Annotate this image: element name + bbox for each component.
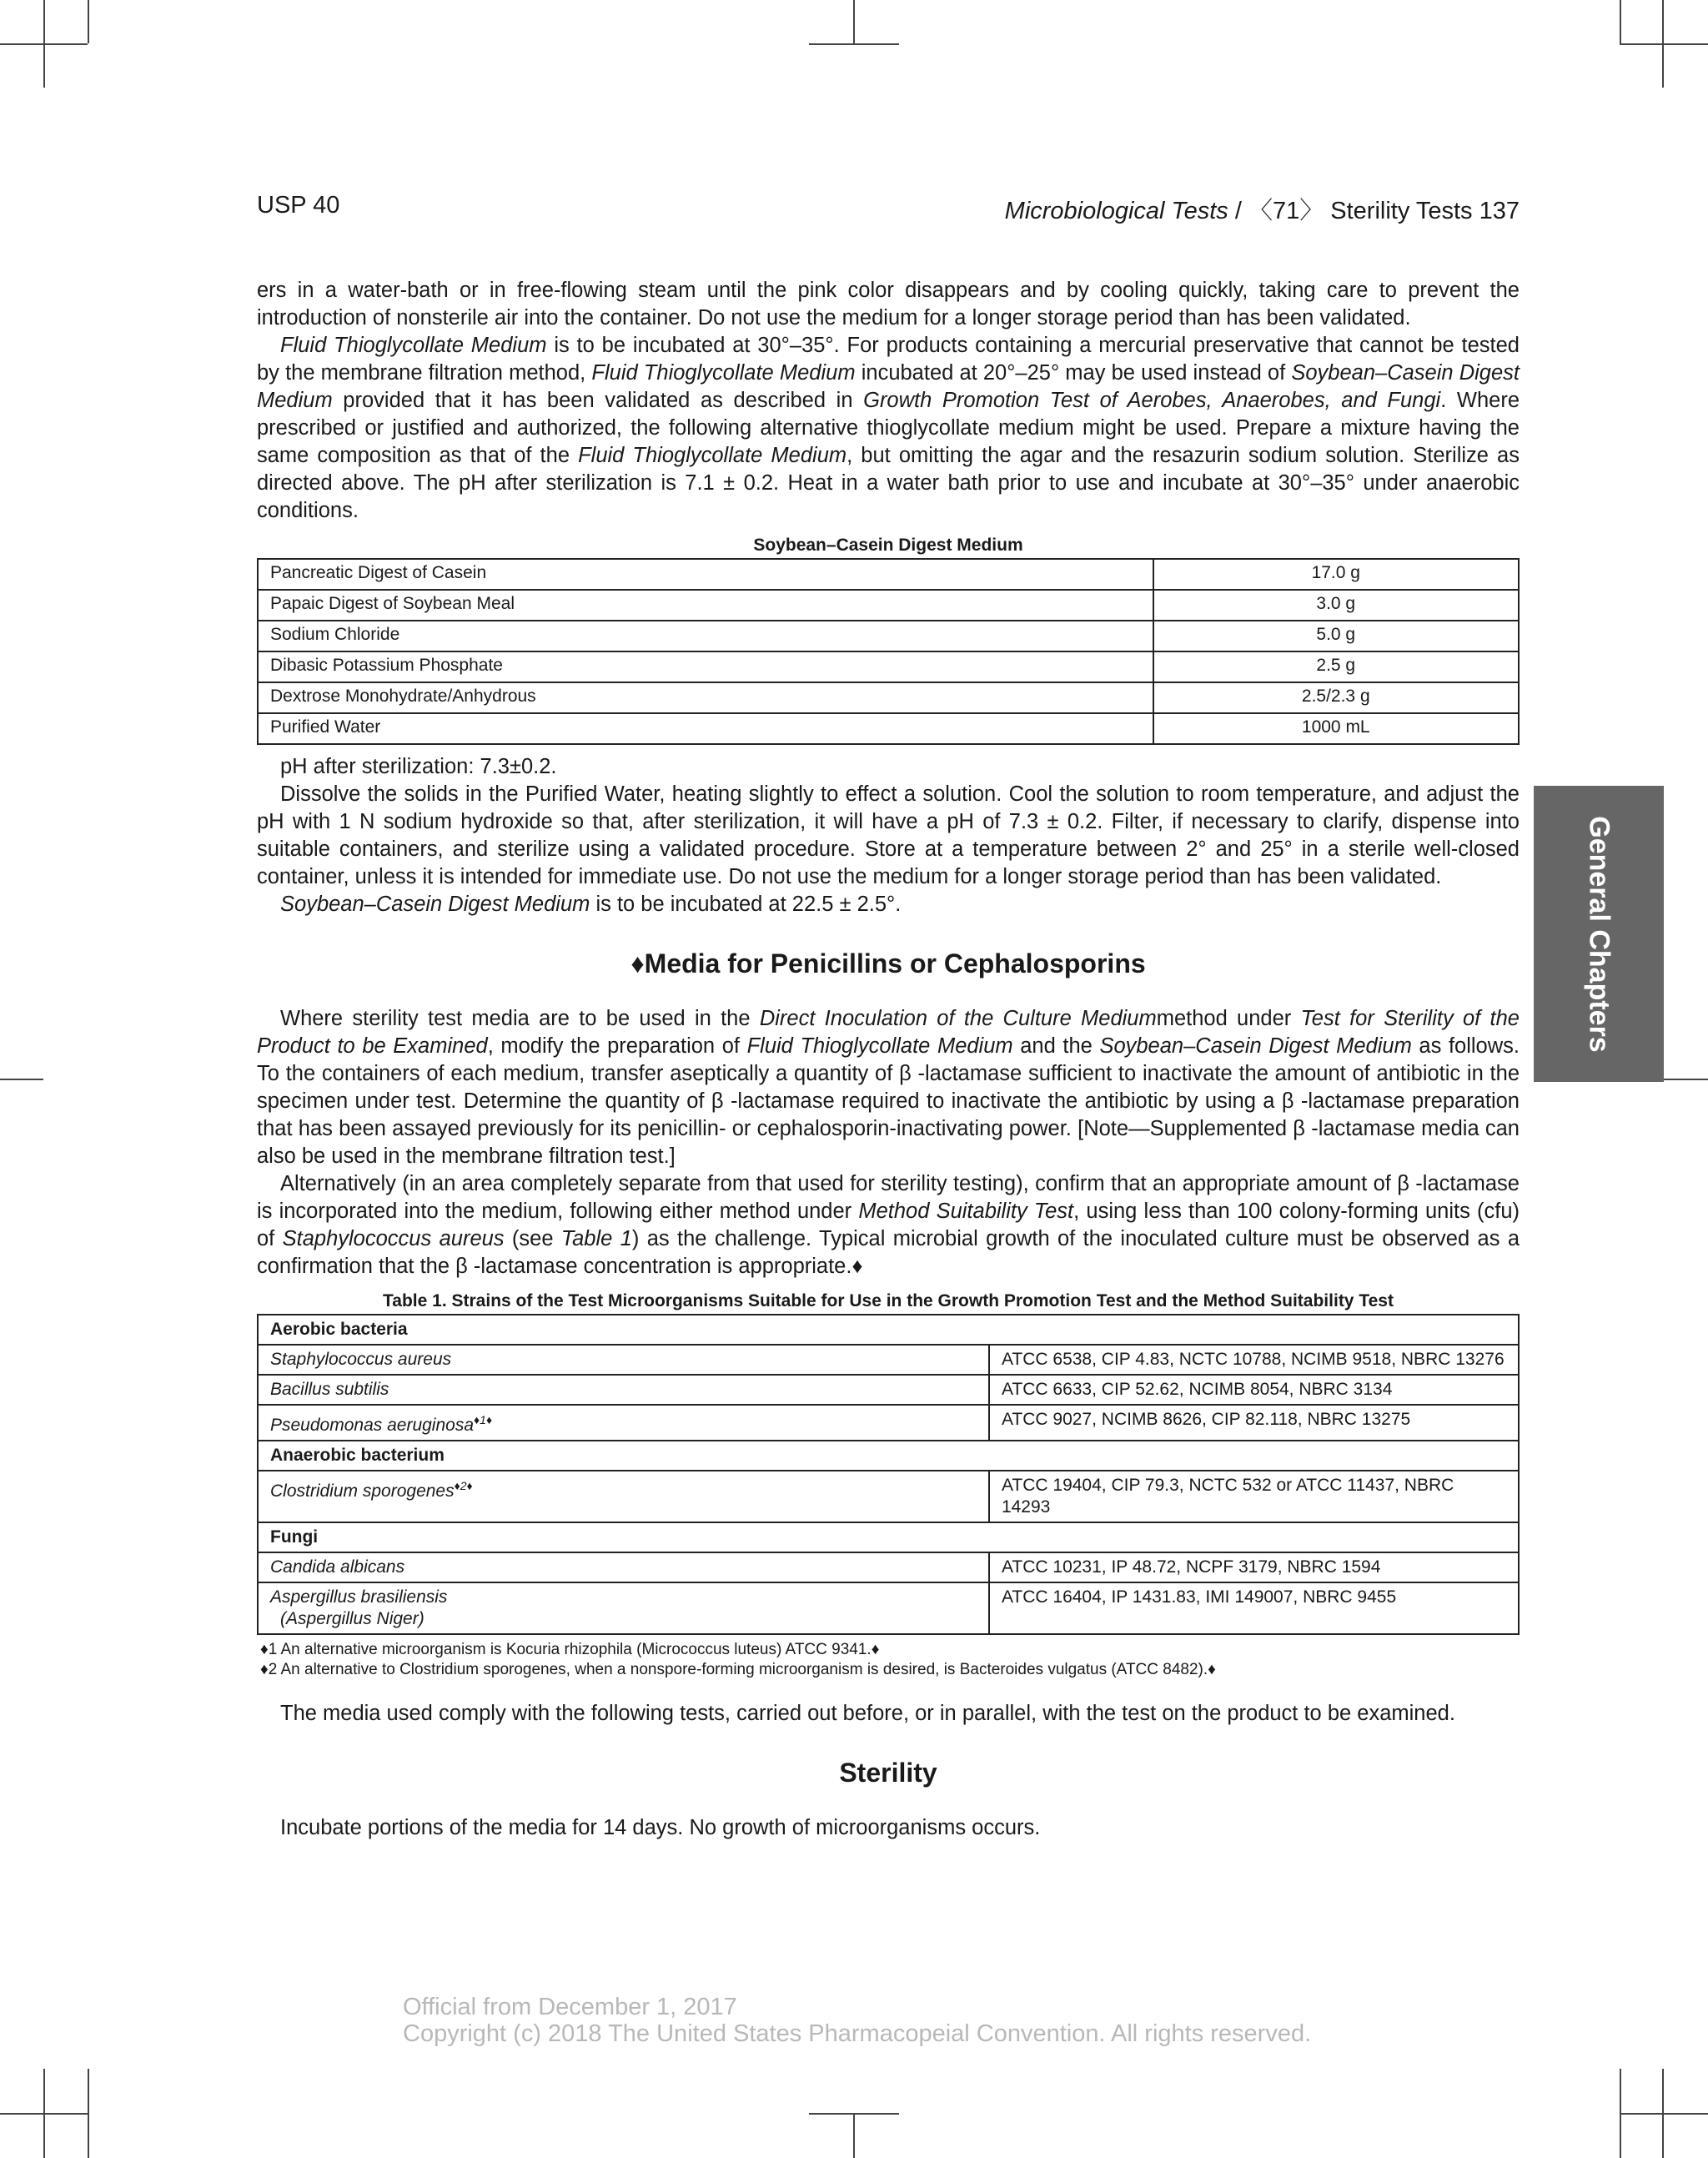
section-heading-sterility: Sterility xyxy=(839,1758,937,1788)
table-row: Dibasic Potassium Phosphate 2.5 g xyxy=(258,651,1519,682)
paragraph: pH after sterilization: 7.3±0.2. xyxy=(280,755,557,778)
crop-mark xyxy=(1620,2113,1708,2115)
crop-mark xyxy=(88,2069,89,2158)
table-row: Pancreatic Digest of Casein 17.0 g xyxy=(258,559,1519,590)
table-row: Dextrose Monohydrate/Anhydrous 2.5/2.3 g xyxy=(258,682,1519,713)
section-side-tab xyxy=(1534,786,1664,1082)
copyright-footer: Official from December 1, 2017 Copyright (c) 2018 The United States Pharmacopeial Convention. All rights reserved. xyxy=(403,1994,1312,2047)
header-left: USP 40 xyxy=(257,192,340,219)
page-header xyxy=(257,192,1520,225)
crop-mark xyxy=(88,0,89,43)
table-row: Clostridium sporogenes$^{♦2♦}$ ATCC 19404, CIP 79.3, NCTC 532 or ATCC 11437, NBRC 14293 xyxy=(258,1471,1519,1522)
table-row: Bacillus subtilis ATCC 6633, CIP 52.62, NCIMB 8054, NBRC 3134 xyxy=(258,1375,1519,1405)
crop-mark xyxy=(1620,0,1621,43)
paragraph: Where sterility test media are to be used in the Direct Inoculation of the Culture Mediummethod under Test for Sterility of the Product to be Examined, modify the preparation of Fluid Thioglycollate Medium and the Soybean–Casein Digest Medium as follows. To the containers of each medium, transfer aseptically a quantity of β -lactamase sufficient to inactivate the amount of antibiotic in the specimen under test. Determine the quantity of β -lactamase required to inactivate the antibiotic by using a β -lactamase preparation that has been assayed previously for its penicillin- or cephalosporin-inactivating power. [Note—Supplemented β -lactamase media can also be used in the membrane filtration test.] xyxy=(257,1007,1520,1168)
table1-title: Table 1. Strains of the Test Microorganisms Suitable for Use in the Growth Promotion Test and the Method Suitability Test xyxy=(383,1291,1394,1310)
paragraph: ers in a water-bath or in free-flowing steam until the pink color disappears and by cooling quickly, taking care to prevent the introduction of nonsterile air into the container. Do not use the medium for a longer storage period than has been validated. xyxy=(257,279,1520,329)
crop-mark xyxy=(1620,43,1708,45)
side-tab-label: General Chapters xyxy=(1583,815,1615,1053)
footnote: ♦1 An alternative microorganism is Kocuria rhizophila (Micrococcus luteus) ATCC 9341.♦ xyxy=(260,1641,880,1658)
section-heading-media: ♦Media for Penicillins or Cephalosporins xyxy=(630,948,1146,978)
table-row: Purified Water 1000 mL xyxy=(258,713,1519,744)
table-group-row: Aerobic bacteria xyxy=(258,1315,1519,1345)
paragraph: Alternatively (in an area completely separate from that used for sterility testing), confirm that an appropriate amount of β -lactamase is incorporated into the medium, following either method under Method Suitability Test, using less than 100 colony-forming units (cfu) of Staphylococcus aureus (see Table 1) as the challenge. Typical microbial growth of the inoculated culture must be observed as a confirmation that the β -lactamase concentration is appropriate.♦ xyxy=(257,1172,1520,1278)
crop-mark xyxy=(853,0,855,43)
table-row: Sodium Chloride 5.0 g xyxy=(258,621,1519,651)
table-row: Pseudomonas aeruginosa$^{♦1♦}$ ATCC 9027, NCIMB 8626, CIP 82.118, NBRC 13275 xyxy=(258,1405,1519,1441)
page-body xyxy=(257,277,1520,1842)
strains-table xyxy=(257,1314,1520,1635)
crop-mark xyxy=(1662,0,1664,88)
soybean-casein-table xyxy=(257,558,1520,745)
crop-mark xyxy=(809,43,899,45)
table-title: Soybean–Casein Digest Medium xyxy=(753,536,1023,555)
footnote: ♦2 An alternative to Clostridium sporogenes, when a nonspore-forming microorganism is desired, is Bacteroides vulgatus (ATCC 8482).♦ xyxy=(260,1661,1216,1678)
crop-mark xyxy=(1662,2069,1664,2158)
table-group-row: Anaerobic bacterium xyxy=(258,1441,1519,1471)
crop-mark xyxy=(1664,1079,1708,1080)
crop-mark xyxy=(43,2069,45,2158)
crop-mark xyxy=(0,1079,43,1080)
crop-mark xyxy=(853,2113,855,2158)
paragraph: Dissolve the solids in the Purified Water, heating slightly to effect a solution. Cool the solution to room temperature, and adjust the pH with 1 N sodium hydroxide so that, after sterilization, it will have a pH of 7.3 ± 0.2. Filter, if necessary to clarify, dispense into suitable containers, and sterilize using a validated procedure. Store at a temperature between 2° and 25° in a sterile well-closed container, unless it is intended for immediate use. Do not use the medium for a longer storage period than has been validated. xyxy=(257,782,1520,888)
table-group-row: Fungi xyxy=(258,1522,1519,1552)
header-right: Microbiological Tests / 〈71〉 Sterility Tests 137 xyxy=(1004,198,1520,224)
table-row: Papaic Digest of Soybean Meal 3.0 g xyxy=(258,590,1519,621)
crop-mark xyxy=(43,0,45,88)
paragraph: The media used comply with the following tests, carried out before, or in parallel, with the test on the product to be examined. xyxy=(280,1702,1455,1725)
table-row: Candida albicans ATCC 10231, IP 48.72, NCPF 3179, NBRC 1594 xyxy=(258,1552,1519,1582)
table-row: Staphylococcus aureus ATCC 6538, CIP 4.83, NCTC 10788, NCIMB 9518, NBRC 13276 xyxy=(258,1345,1519,1375)
paragraph: Soybean–Casein Digest Medium is to be incubated at 22.5 ± 2.5°. xyxy=(280,893,902,916)
paragraph: Incubate portions of the media for 14 days. No growth of microorganisms occurs. xyxy=(280,1816,1041,1839)
paragraph: Fluid Thioglycollate Medium is to be incubated at 30°–35°. For products containing a mercurial preservative that cannot be tested by the membrane filtration method, Fluid Thioglycollate Medium incubated at 20°–25° may be used instead of Soybean–Casein Digest Medium provided that it has been validated as described in Growth Promotion Test of Aerobes, Anaerobes, and Fungi. Where prescribed or justified and authorized, the following alternative thioglycollate medium might be used. Prepare a mixture having the same composition as that of the Fluid Thioglycollate Medium, but omitting the agar and the resazurin sodium solution. Sterilize as directed above. The pH after sterilization is 7.1 ± 0.2. Heat in a water bath prior to use and incubate at 30°–35° under anaerobic conditions. xyxy=(257,334,1520,522)
table-row: Aspergillus brasiliensis (Aspergillus Niger) ATCC 16404, IP 1431.83, IMI 149007, NBRC 9455 xyxy=(258,1582,1519,1634)
